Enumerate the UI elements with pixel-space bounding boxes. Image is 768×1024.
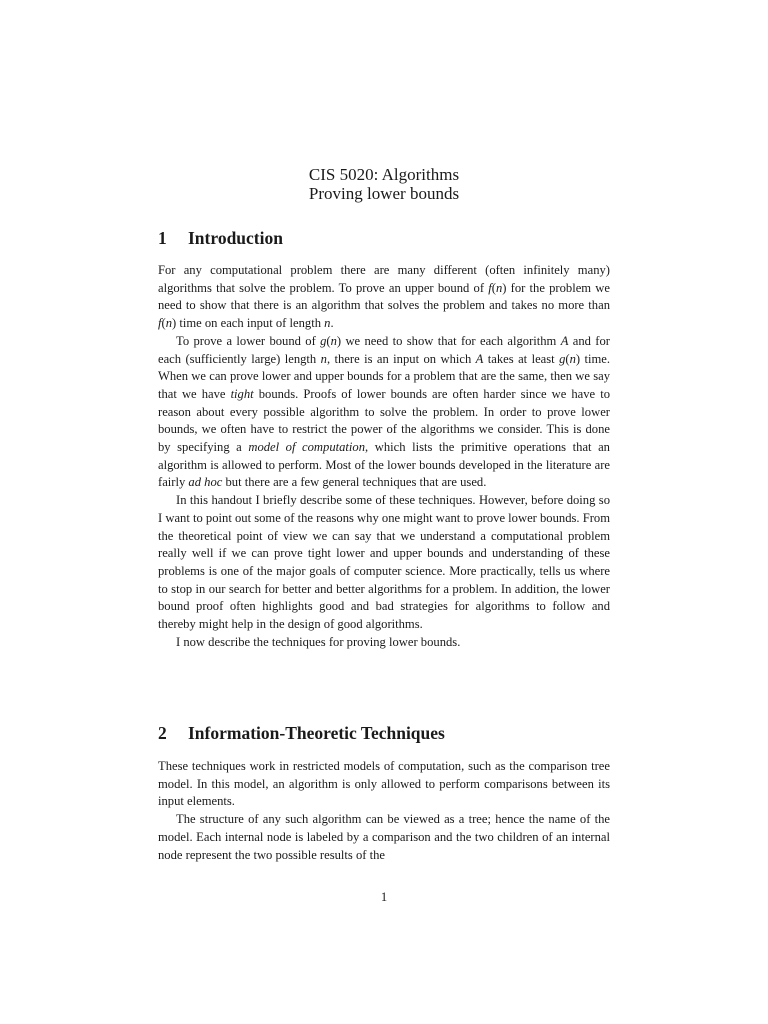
section-2-paragraph-1: These techniques work in restricted models of computation, such as the comparison tree model. In this model, an algorithm is only allowed to perform comparisons between its input elements. bbox=[158, 759, 610, 809]
text-run: ) time. When we can prove lower and upper bounds for a problem that are the same, then we say that we have bbox=[158, 351, 610, 401]
section-2-body bbox=[158, 758, 610, 864]
text-run: ) for the problem we need to show that there is an algorithm that solves the problem and takes no more than bbox=[158, 280, 610, 313]
text-run: . bbox=[330, 316, 334, 331]
section-2-title: Information-Theoretic Techniques bbox=[188, 723, 445, 743]
math-n: n bbox=[320, 351, 327, 366]
text-run: For any computational problem there are many different (often infinitely many) algorithms that solve the problem. To prove an upper bound of bbox=[158, 263, 610, 295]
emphasis-tight: tight bbox=[230, 386, 254, 401]
emphasis-ad-hoc: ad hoc bbox=[188, 475, 223, 490]
section-1-paragraph-3: In this handout I briefly describe some of these techniques. However, before doing so I want to point out some of the reasons why one might want to prove lower bounds. From the theoretical point of view we can say that we understand a computational problem really well if we can prove tight lower and upper bounds and understanding of these problems is one of the major goals of computer science. More practically, tells us where to stop in our search for better and better algorithms for a problem. In addition, the lower bound proof often highlights good and bad strategies for algorithms to follow and thereby might help in the design of good algorithms. bbox=[158, 493, 610, 632]
math-A: A bbox=[560, 333, 569, 348]
math-A: A bbox=[475, 351, 484, 366]
section-1-paragraph-2 bbox=[158, 333, 610, 492]
title-line-2: Proving lower bounds bbox=[308, 184, 460, 203]
math-n: n bbox=[330, 333, 337, 348]
text-run: bounds. Proofs of lower bounds are often harder since we have to reason about every possible algorithm to solve the problem. In order to prove lower bounds, we often have to restrict the power of the algorithms we consider. This is done by specifying a bbox=[158, 386, 610, 455]
text-run: ) we need to show that for each algorithm bbox=[336, 333, 561, 348]
page-number: 1 bbox=[380, 890, 388, 904]
text-run: ( bbox=[326, 333, 331, 348]
section-1-body bbox=[158, 262, 610, 651]
text-run: ( bbox=[161, 316, 166, 331]
section-2-number: 2 bbox=[158, 723, 167, 743]
title-line-1: CIS 5020: Algorithms bbox=[308, 165, 460, 184]
text-run: , which lists the primitive operations that an algorithm is allowed to perform. Most of the lower bounds developed in the literature are fairly bbox=[158, 440, 610, 490]
text-run: takes at least bbox=[483, 351, 560, 366]
text-run: ) time on each input of length bbox=[172, 316, 325, 331]
math-g: g bbox=[320, 333, 327, 348]
section-1-number: 1 bbox=[158, 228, 167, 248]
math-f: f bbox=[158, 316, 162, 331]
text-run: and for each (sufficiently large) length bbox=[158, 333, 610, 366]
math-n: n bbox=[495, 280, 503, 295]
text-run: To prove a lower bound of bbox=[176, 333, 321, 348]
text-run: but there are a few general techniques that are used. bbox=[222, 475, 487, 490]
text-run: , there is an input on which bbox=[326, 351, 476, 366]
section-2-heading bbox=[158, 723, 445, 743]
emphasis-model-of-computation: model of computation bbox=[248, 440, 366, 455]
section-2-paragraph-2: The structure of any such algorithm can be viewed as a tree; hence the name of the model. Each internal node is labeled by a comparison and the two children of an internal node represent the two possible results of the bbox=[158, 812, 610, 862]
document-title bbox=[158, 165, 610, 203]
section-1-heading bbox=[158, 228, 283, 248]
section-1-paragraph-4: I now describe the techniques for proving lower bounds. bbox=[176, 634, 461, 649]
math-n: n bbox=[324, 316, 331, 331]
section-1-title: Introduction bbox=[188, 228, 283, 248]
math-g: g bbox=[559, 351, 566, 366]
math-f: f bbox=[488, 280, 492, 295]
text-run: ( bbox=[491, 280, 496, 295]
math-n: n bbox=[569, 351, 576, 366]
section-1-paragraph-1 bbox=[158, 262, 610, 333]
math-n: n bbox=[165, 316, 172, 331]
text-run: ( bbox=[565, 351, 570, 366]
